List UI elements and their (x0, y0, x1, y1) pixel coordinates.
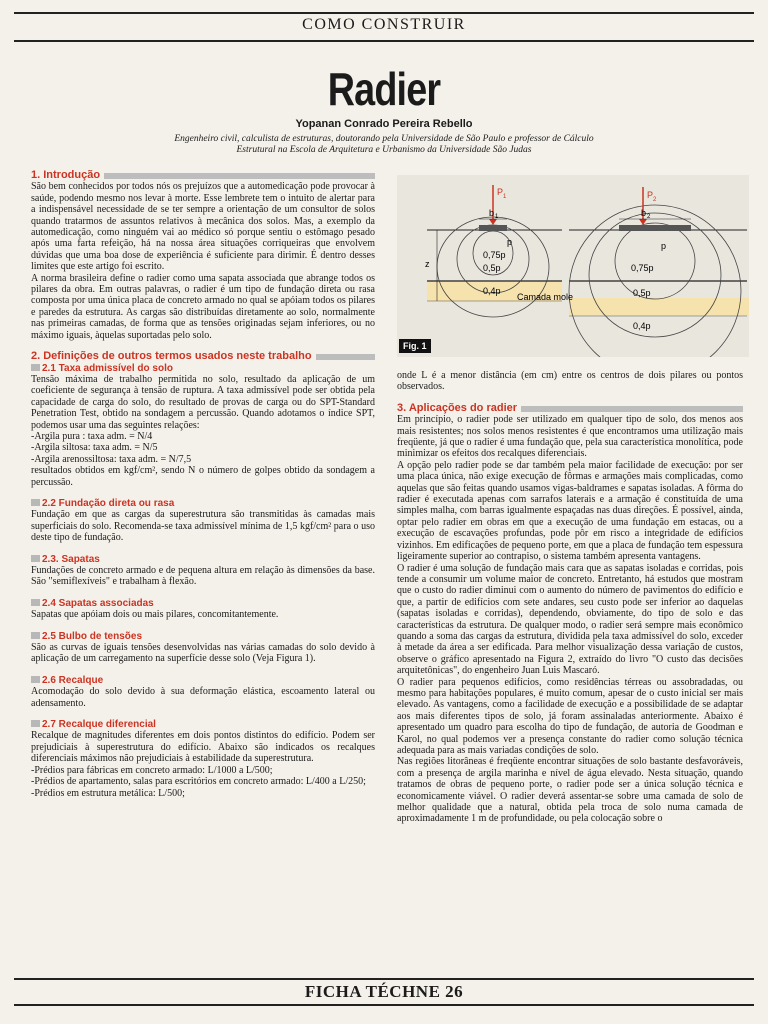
paragraph: Tensão máxima de trabalho permitida no solo, resultado da aplicação de um coeficiente de segurança à tensão de ruptura. A taxa admissível pode ser obtida pela capacidade de carga do solo, do resultado de provas de carga ou do SPT-Standard Penetration Test, obtido na sondagem a percussão. Quando adotamos o índice SPT, podemos usar uma das seguintes relações: (31, 373, 375, 431)
label-p2: P (647, 190, 654, 200)
author-affiliation: Engenheiro civil, calculista de estruturas, doutorando pela Universidade de São Paulo e professor de Cálculo Estrutural na Escola de Arquitetura e Urbanismo da Universidade São Judas (174, 134, 594, 155)
paragraph: Nas regiões litorâneas é freqüente encontrar situações de solo bastante desfavoráveis, com a presença de argila marinha e nível de água elevado. Nesta situação, quando tratamos de obras de pequeno porte, o radier pode ser a única solução técnica e economicamente viável. O radier deverá assentar-se sobre uma camada de solo de melhor qualidade que a natural, obtida pela troca de solo numa camada de aproximadamente 1 m de profundidade, ou pela colocação sobre o (397, 756, 743, 825)
label-b2: b (641, 208, 647, 218)
subsection-heading: 2.5 Bulbo de tensões (31, 631, 375, 642)
heading-text: 2. Definições de outros termos usados neste trabalho (31, 350, 312, 363)
bullet-square-icon (31, 555, 40, 562)
heading-bar (104, 173, 375, 179)
heading-bar (316, 354, 375, 360)
label-p1: P (497, 187, 504, 197)
paragraph: A norma brasileira define o radier como uma sapata associada que abrange todos os pilares da obra. Em outras palavras, o radier é um tipo de fundação direta ou rasa composta por uma única placa de concreto armado no qual se apóiam todos os pilares e paredes da estrutura. As cargas são distribuídas diretamente ao solo, normalmente nas primeiras camadas, de forma que as tensões originadas sejam inferiores, ou no máximo iguais, àquelas suportadas pelo solo. (31, 272, 375, 341)
label-075-left: 0,75p (483, 250, 506, 260)
label-05-right: 0,5p (633, 288, 651, 298)
paragraph: Acomodação do solo devido à sua deformação elástica, escoamento lateral ou adensamento. (31, 686, 375, 709)
label-075-right: 0,75p (631, 263, 654, 273)
subsection-heading: 2.2 Fundação direta ou rasa (31, 498, 375, 509)
label-04-right: 0,4p (633, 321, 651, 331)
heading-bar (521, 406, 743, 412)
label-z: z (425, 259, 430, 269)
paragraph: Em princípio, o radier pode ser utilizado em qualquer tipo de solo, dos menos aos mais resistentes; nos solos menos resistentes é que encontramos uma utilização mais freqüente, já que o radier é uma fundação que, pela sua característica monolítica, pode minimizar os efeitos dos recalques diferenciais. (397, 414, 743, 460)
paragraph: A opção pelo radier pode se dar também pela maior facilidade de execução: por ser uma placa única, não exige execução de fôrmas e armações mais complicadas, como aquelas que são feitas quando usamos vigas-baldrames e sapatas isoladas. A fôrma do radier é executada apenas com sarrafos laterais e a armação é constituída de uma simples malha, com barras igualmente espaçadas nas duas direções. É possível, ainda, optar pelo radier em obras em que a execução de uma fundação em estacas, ou a execução de escavações profundas, pode pôr em risco a integridade de edifícios vizinhos. Em edificações de pequeno porte, em que a placa de fundação tem espessura ligeiramente superior ao contrapiso, o sistema também apresenta vantagens. (397, 459, 743, 563)
subsection-heading: 2.6 Recalque (31, 675, 375, 686)
label-b2-sub: 2 (647, 214, 651, 220)
label-b1: b (489, 208, 495, 218)
subsection-heading: 2.4 Sapatas associadas (31, 598, 375, 609)
list-item: -Argila pura : taxa adm. = N/4 (31, 430, 153, 442)
list-item: -Prédios de apartamento, salas para escritórios em concreto armado: L/400 a L/250; (31, 776, 366, 788)
label-05-left: 0,5p (483, 263, 501, 273)
list-item: -Prédios para fábricas em concreto armado: L/1000 a L/500; (31, 764, 273, 776)
label-p1-sub: 1 (503, 194, 507, 200)
paragraph: Fundação em que as cargas da superestrutura são transmitidas às camadas mais superficiais do solo. Recomenda-se taxa admissível mínima de 1,5 kgf/cm² para o uso deste tipo de fundação. (31, 509, 375, 544)
bullet-square-icon (31, 720, 40, 727)
label-b1-sub: 1 (495, 214, 499, 220)
label-p2-sub: 2 (653, 197, 657, 203)
paragraph: onde L é a menor distância (em cm) entre os centros de dois pilares ou pontos observados. (397, 370, 743, 393)
label-soft-layer: Camada mole (517, 292, 574, 302)
label-04-left: 0,4p (483, 286, 501, 296)
paragraph: Fundações de concreto armado e de pequena altura em relação às dimensões da base. São "semiflexíveis" e trabalham à flexão. (31, 565, 375, 588)
paragraph: O radier é uma solução de fundação mais cara que as sapatas isoladas e corridas, pois tende a consumir um volume maior de concreto. Entretanto, há estudos que mostram que o custo do radier diminui com o aumento do número de pavimentos do edifício e que, a partir de edifícios com sete andares, seu custo pode ser inferior ao daquelas (sapatas isoladas e corridas), dependendo, obviamente, do tipo de solo e das características da estrutura. De qualquer modo, o radier será sempre mais econômico quando a soma das cargas da estrutura, dividida pela taxa admissível do solo, exceder à metade da área a ser edificada. Para melhor visualização dessa variação de custos, observe o gráfico apresentado na Figura 2, extraído do livro "O custo das decisões arquitetônicas", do engenheiro Juan Luis Mascaró. (397, 562, 743, 677)
bullet-square-icon (31, 364, 40, 371)
left-column (31, 170, 375, 799)
bullet-square-icon (31, 676, 40, 683)
bullet-square-icon (31, 599, 40, 606)
footer-label: FICHA TÉCHNE 26 (304, 982, 464, 1001)
label-p-right: p (661, 241, 667, 251)
footer-rule (14, 978, 754, 980)
stress-bulb-diagram (397, 175, 749, 357)
subsection-heading: 2.7 Recalque diferencial (31, 719, 375, 730)
footer-bottom-rule (14, 1004, 754, 1006)
subsection-heading: 2.1 Taxa admissível do solo (31, 363, 375, 374)
paragraph: O radier para pequenos edifícios, como residências térreas ou assobradadas, ou mesmo para habitações populares, é muito comum, apesar de o custo inicial ser mais elevado. As vantagens, como a facilidade de execução e a possibilidade de se adaptar aos mais diferentes tipos de solo, já foram assinaladas anteriormente. Abaixo é apresentado um quadro para escolha do tipo de fundação, de autoria de Goodman e Karol, no qual podemos ver a presença constante do radier como solução técnica adequada para as mais variadas condições de solo. (397, 676, 743, 756)
section-header: COMO CONSTRUIR (302, 16, 466, 33)
footing-right (619, 225, 691, 231)
article-author: Yopanan Conrado Pereira Rebello (295, 118, 473, 130)
list-item: -Prédios em estrutura metálica: L/500; (31, 787, 185, 799)
heading-text: 3. Aplicações do radier (397, 401, 518, 414)
right-column (397, 370, 743, 825)
paragraph: Sapatas que apóiam dois ou mais pilares, concomitantemente. (31, 609, 279, 621)
figure-1 (397, 175, 749, 357)
paragraph: Recalque de magnitudes diferentes em dois pontos distintos do edifício. Podem ser prejudiciais à superestrutura do edifício. Abaixo são indicados os recalques diferenciais máximos não prejudiciais à estabilidade da superestrutura. (31, 730, 375, 765)
article-title: Radier (327, 63, 441, 115)
header-bottom-rule (14, 40, 754, 42)
figure-badge-label: Fig. 1 (403, 341, 427, 351)
list-item: -Argila siltosa: taxa adm. = N/5 (31, 442, 158, 454)
section-heading (397, 403, 743, 414)
soft-layer-right (569, 298, 749, 316)
list-item: -Argila arenossiltosa: taxa adm. = N/7,5 (31, 453, 192, 465)
section-heading (31, 170, 375, 181)
paragraph: São as curvas de iguais tensões desenvolvidas nas várias camadas do solo devido à aplicação de um carregamento na superfície desse solo (Veja Figura 1). (31, 642, 375, 665)
paragraph: São bem conhecidos por todos nós os prejuízos que a automedicação pode provocar à saúde, podendo mesmo nos levar à morte. Esse lembrete tem o intuito de alertar para a indispensável necessidade de se ter sempre a orientação de um consultor de solos quando tratarmos de assuntos relativos à mecânica dos solos. Mas, a exemplo da automedicação, como ninguém vai ao médico só porque sentiu o estômago pesado após uma farta refeição, há na nossa área situações corriqueiras que envolvem dúvidas que uma boa dose de experiência é suficiente para dirimir. É dentro desses limites que este artigo foi escrito. (31, 181, 375, 273)
paragraph: resultados obtidos em kgf/cm², sendo N o número de golpes obtido da sondagem a percussão. (31, 465, 375, 488)
section-heading (31, 351, 375, 362)
subsection-heading: 2.3. Sapatas (31, 554, 375, 565)
header-top-rule (14, 12, 754, 14)
bullet-square-icon (31, 632, 40, 639)
bullet-square-icon (31, 499, 40, 506)
label-p-left: p (507, 237, 513, 247)
heading-text: 1. Introdução (31, 169, 101, 181)
footing-left (479, 225, 507, 231)
